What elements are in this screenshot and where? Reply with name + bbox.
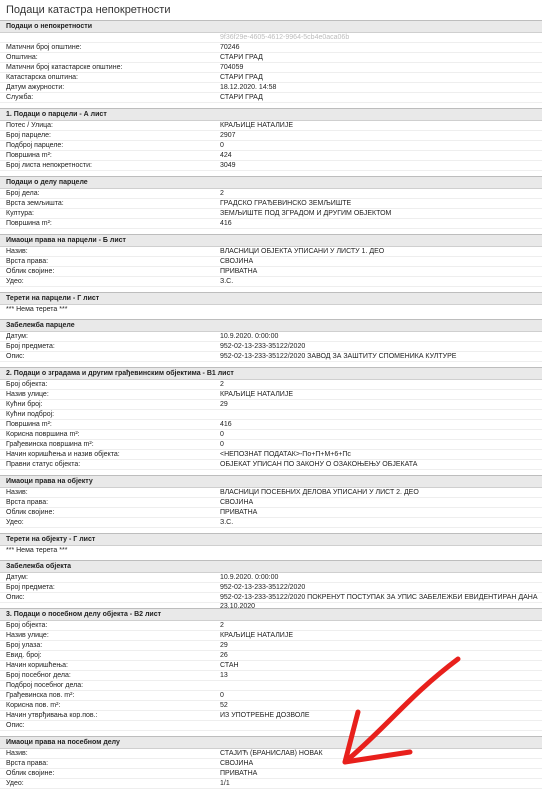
field-label: Матични број општине: <box>6 44 82 51</box>
table-row <box>0 209 542 219</box>
field-value: СТАРИ ГРАД <box>220 54 263 61</box>
table-row <box>0 440 542 450</box>
section-heading: Имаоци права на посебном делу <box>0 737 542 749</box>
field-value: 0 <box>220 692 224 699</box>
field-label: Грађевинска површина m²: <box>6 441 94 448</box>
field-value: 0 <box>220 441 224 448</box>
field-label: Евид. број: <box>6 652 42 659</box>
section-heading: Имаоци права на објекту <box>0 476 542 488</box>
section-heading: Подаци о делу парцеле <box>0 177 542 189</box>
field-label: Корисна пов. m²: <box>6 702 61 709</box>
table-row <box>0 83 542 93</box>
table-row <box>0 498 542 508</box>
table-row <box>0 721 542 731</box>
field-label: Облик својине: <box>6 509 55 516</box>
field-label: Назив: <box>6 750 28 757</box>
field-value: СВОЈИНА <box>220 499 254 506</box>
table-row <box>0 671 542 681</box>
field-label: Датум: <box>6 574 28 581</box>
table-row <box>0 593 542 610</box>
field-label: Број предмета: <box>6 343 55 350</box>
field-value: 70246 <box>220 44 240 51</box>
field-label: Општина: <box>6 54 38 61</box>
field-value <box>216 410 542 419</box>
field-value: 1/1 <box>220 780 230 787</box>
table-row <box>0 488 542 498</box>
section-heading: Забележба објекта <box>0 561 542 573</box>
section-heading: Забележба парцеле <box>0 320 542 332</box>
table-row <box>0 518 542 528</box>
field-value: ПРИВАТНА <box>220 509 258 516</box>
field-label: Површина m²: <box>6 421 52 428</box>
field-label: Начин утврђивања кор.пов.: <box>6 712 98 719</box>
field-label: Начин коришћења и назив објекта: <box>6 451 120 458</box>
field-label: Удео: <box>6 780 24 787</box>
field-label: Назив улице: <box>6 391 49 398</box>
field-value: 0 <box>220 431 224 438</box>
field-value: ПРИВАТНА <box>220 770 258 777</box>
field-value: КРАЉИЦЕ НАТАЛИЈЕ <box>220 122 294 129</box>
table-row <box>0 199 542 209</box>
section <box>0 533 542 560</box>
table-row <box>0 631 542 641</box>
no-encumbrance-note: *** Нема терета *** <box>6 306 68 313</box>
table-row <box>0 420 542 430</box>
table-row <box>0 400 542 410</box>
field-value: ГРАДСКО ГРАЂЕВИНСКО ЗЕМЉИШТЕ <box>220 200 352 207</box>
field-value: 0 <box>220 142 224 149</box>
section-heading: Терети на парцели - Г лист <box>0 293 542 305</box>
field-value: 29 <box>220 642 228 649</box>
section-heading: 2. Подаци о зградама и другим грађевинским објектима - В1 лист <box>0 368 542 380</box>
field-label: Опис: <box>6 353 25 360</box>
field-label: Назив: <box>6 489 28 496</box>
table-row <box>0 701 542 711</box>
field-label: Удео: <box>6 278 24 285</box>
field-value: 29 <box>220 401 228 408</box>
field-value: 3049 <box>220 162 236 169</box>
field-label: Кућни број: <box>6 401 43 408</box>
section-heading: 3. Подаци о посебном делу објекта - В2 лист <box>0 609 542 621</box>
section <box>0 319 542 367</box>
field-label: Назив: <box>6 248 28 255</box>
table-row <box>0 141 542 151</box>
section <box>0 608 542 736</box>
field-value: ВЛАСНИЦИ ПОСЕБНИХ ДЕЛОВА УПИСАНИ У ЛИСТ 2. ДЕО <box>220 489 419 496</box>
section <box>0 292 542 319</box>
table-row <box>0 410 542 420</box>
field-label: Број објекта: <box>6 622 48 629</box>
table-row <box>0 651 542 661</box>
table-row <box>0 681 542 691</box>
field-label: Број објекта: <box>6 381 48 388</box>
table-row <box>0 161 542 171</box>
field-value: 952-02-13-233-35122/2020 ЗАВОД ЗА ЗАШТИТУ СПОМЕНИКА КУЛТУРЕ <box>220 353 457 360</box>
field-value: 52 <box>220 702 228 709</box>
table-row <box>0 43 542 53</box>
field-label: Врста права: <box>6 760 49 767</box>
field-value: ИЗ УПОТРЕБНЕ ДОЗВОЛЕ <box>220 712 310 719</box>
table-row <box>0 641 542 651</box>
field-value: СТАРИ ГРАД <box>220 94 263 101</box>
field-value: З.С. <box>220 519 234 526</box>
field-label: Облик својине: <box>6 268 55 275</box>
field-value: 2 <box>220 381 224 388</box>
field-value: 416 <box>220 220 232 227</box>
field-label: Корисна површина m²: <box>6 431 80 438</box>
field-value: 10.9.2020. 0:00:00 <box>220 574 279 581</box>
field-value: 952-02-13-233-35122/2020 <box>220 584 306 591</box>
section <box>0 475 542 533</box>
field-label: Култура: <box>6 210 34 217</box>
field-value: СТАН <box>220 662 239 669</box>
field-value: ОБЈЕКАТ УПИСАН ПО ЗАКОНУ О ОЗАКОЊЕЊУ ОБЈЕКАТА <box>220 461 418 468</box>
field-label: Матични број катастарске општине: <box>6 64 123 71</box>
table-row <box>0 573 542 583</box>
field-value: 26 <box>220 652 228 659</box>
section <box>0 20 542 108</box>
cadastre-content <box>0 20 542 794</box>
field-value: 13 <box>220 672 228 679</box>
field-label: Начин коришћења: <box>6 662 68 669</box>
table-row <box>0 189 542 199</box>
field-label: Датум: <box>6 333 28 340</box>
field-label: Врста права: <box>6 258 49 265</box>
field-label: Датум ажурности: <box>6 84 65 91</box>
table-row <box>0 749 542 759</box>
field-label: Број посебног дела: <box>6 672 71 679</box>
table-row <box>0 661 542 671</box>
field-value: 2 <box>220 622 224 629</box>
section-spacer <box>0 789 542 794</box>
section-heading: 1. Подаци о парцели - А лист <box>0 109 542 121</box>
field-label: Врста права: <box>6 499 49 506</box>
section <box>0 108 542 176</box>
field-value: 704059 <box>220 64 244 71</box>
table-row <box>0 759 542 769</box>
field-value: СВОЈИНА <box>220 760 254 767</box>
field-label: Врста земљишта: <box>6 200 64 207</box>
field-value: ВЛАСНИЦИ ОБЈЕКТА УПИСАНИ У ЛИСТУ 1. ДЕО <box>220 248 385 255</box>
field-label: Број улаза: <box>6 642 43 649</box>
field-value: 952-02-13-233-35122/2020 ПОКРЕНУТ ПОСТУПАК ЗА УПИС ЗАБЕЛЕЖБИ ЕВИДЕНТИРАН ДАНА 23.10.2020 <box>220 594 538 610</box>
table-row <box>0 621 542 631</box>
field-value <box>216 681 542 690</box>
field-value: СТАРИ ГРАД <box>220 74 263 81</box>
table-row <box>0 63 542 73</box>
field-label: Опис: <box>6 594 25 601</box>
field-label: Катастарска општина: <box>6 74 78 81</box>
field-label: Служба: <box>6 94 34 101</box>
field-value: 9f36f29e-4605-4612-9964-5cb4e0aca06b <box>220 34 350 41</box>
field-label: Подброј парцеле: <box>6 142 64 149</box>
section-heading: Имаоци права на парцели - Б лист <box>0 235 542 247</box>
field-value: 424 <box>220 152 232 159</box>
field-label: Број предмета: <box>6 584 55 591</box>
field-label: Грађевинска пов. m²: <box>6 692 75 699</box>
table-row <box>0 33 542 43</box>
field-value: 10.9.2020. 0:00:00 <box>220 333 279 340</box>
field-label: Опис: <box>6 722 25 729</box>
field-value: <НЕПОЗНАТ ПОДАТАК>-По+П+М+6+Пс <box>220 451 351 458</box>
field-label: Број дела: <box>6 190 40 197</box>
field-label <box>0 33 216 42</box>
field-label: Подброј посебног дела: <box>6 682 84 689</box>
table-row <box>0 332 542 342</box>
table-row <box>0 257 542 267</box>
section-heading: Подаци о непокретности <box>0 21 542 33</box>
field-label: Правни статус објекта: <box>6 461 81 468</box>
table-row <box>0 460 542 470</box>
section <box>0 560 542 608</box>
table-row <box>0 352 542 362</box>
field-label: Кућни подброј: <box>6 411 55 418</box>
table-row <box>0 277 542 287</box>
field-label: Облик својине: <box>6 770 55 777</box>
table-row <box>0 450 542 460</box>
section-heading: Терети на објекту - Г лист <box>0 534 542 546</box>
field-value: 2907 <box>220 132 236 139</box>
table-row <box>0 508 542 518</box>
field-label: Површина m²: <box>6 152 52 159</box>
table-row <box>0 711 542 721</box>
section <box>0 736 542 794</box>
field-label: Потес / Улица: <box>6 122 53 129</box>
field-value: З.С. <box>220 278 234 285</box>
field-value: ПРИВАТНА <box>220 268 258 275</box>
table-row <box>0 769 542 779</box>
table-row <box>0 779 542 789</box>
table-row <box>0 267 542 277</box>
field-value: 416 <box>220 421 232 428</box>
field-value: СВОЈИНА <box>220 258 254 265</box>
field-label: Назив улице: <box>6 632 49 639</box>
field-value: 952-02-13-233-35122/2020 <box>220 343 306 350</box>
table-row <box>0 390 542 400</box>
table-row <box>0 93 542 103</box>
field-value <box>216 721 542 730</box>
section <box>0 367 542 475</box>
table-row <box>0 73 542 83</box>
field-value: КРАЉИЦЕ НАТАЛИЈЕ <box>220 391 294 398</box>
table-row <box>0 53 542 63</box>
field-value: 18.12.2020. 14:58 <box>220 84 277 91</box>
table-row <box>0 342 542 352</box>
table-row <box>0 121 542 131</box>
table-row <box>0 583 542 593</box>
table-row <box>0 691 542 701</box>
field-label: Површина m²: <box>6 220 52 227</box>
table-row <box>0 131 542 141</box>
table-row <box>0 430 542 440</box>
table-row <box>0 380 542 390</box>
section <box>0 234 542 292</box>
page-title: Подаци катастра непокретности <box>0 0 542 21</box>
table-row <box>0 151 542 161</box>
field-value: ЗЕМЉИШТЕ ПОД ЗГРАДОМ И ДРУГИМ ОБЈЕКТОМ <box>220 210 392 217</box>
field-label: Број парцеле: <box>6 132 51 139</box>
field-label: Број листа непокретности: <box>6 162 92 169</box>
table-row <box>0 247 542 257</box>
no-encumbrance-note: *** Нема терета *** <box>6 547 68 554</box>
field-value: КРАЉИЦЕ НАТАЛИЈЕ <box>220 632 294 639</box>
table-row <box>0 219 542 229</box>
field-value: СТАЈИЋ (БРАНИСЛАВ) НОВАК <box>220 750 323 757</box>
field-value: 2 <box>220 190 224 197</box>
section <box>0 176 542 234</box>
field-label: Удео: <box>6 519 24 526</box>
